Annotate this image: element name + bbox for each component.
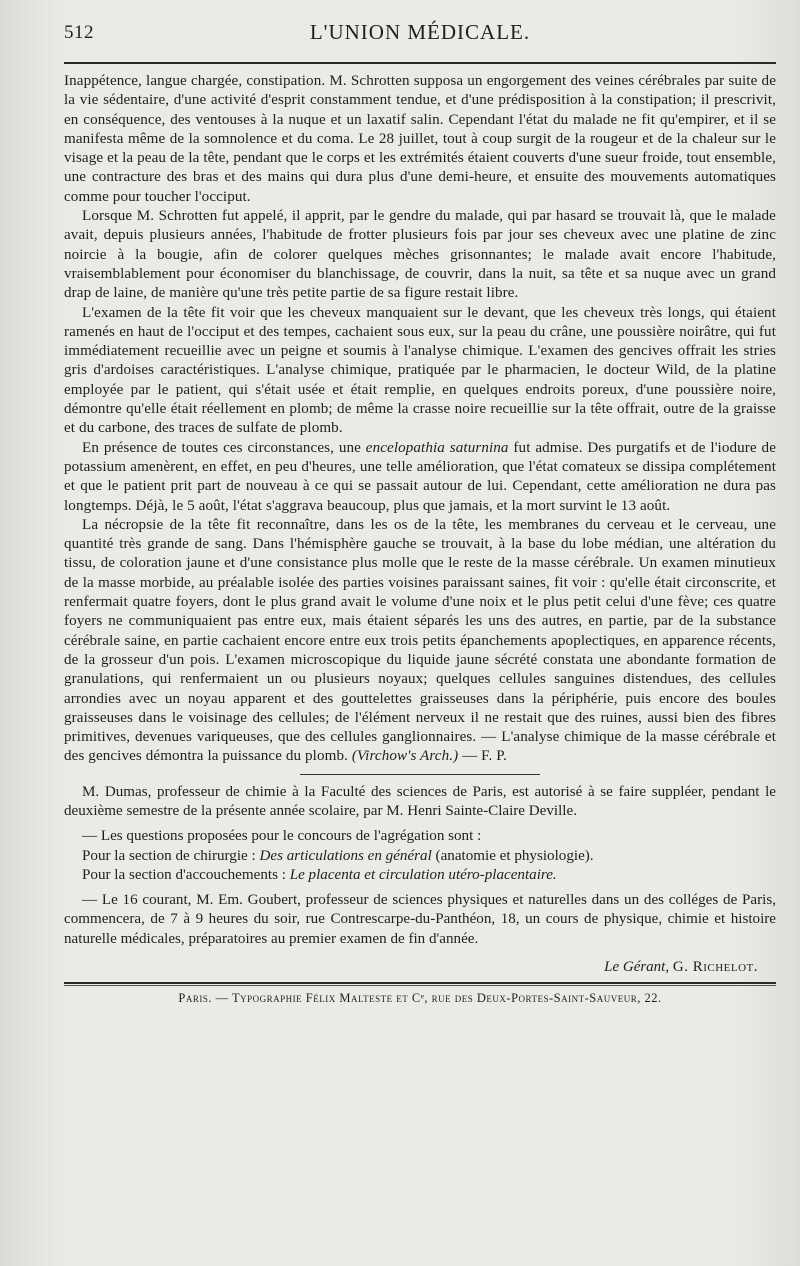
p4-italic-term: encelopathia saturnina [365,439,509,456]
signature-label: Le Gérant, [604,959,670,976]
footer-rule [64,982,776,984]
obstetrics-topic: Le placenta et circulation utéro-placentaire. [289,866,557,883]
obstetrics-label: Pour la section d'accouchements : [82,866,286,883]
signature-name: G. Richelot. [672,959,758,976]
article-paragraph-5 [64,516,776,767]
p5-text: La nécropsie de la tête fit reconnaître, dans les os de la tête, les membranes du cerveau et le cerveau, une quantité très grande de sang. Dans l'hémisphère gauche se trouvait, à la base du lobe médian, une altération du tissu, de coloration jaune et d'une consistance plus molle que le reste de la masse cérébrale. Un examen minutieux de la masse morbide, au préalable isolée des parties voisines paraissant saines, fit voir : qu'elle était circonscrite, et renfermait quatre foyers, dont le plus grand avait le volume d'une noix et le plus petit celui d'une fève; ces quatre foyers ne communiquaient pas entre eux, mais étaient séparés les uns des autres, en partie, par de la substance cérébrale saine, en partie cachaient encore entre eux trois petits épanchements apoplectiques, en apparence récents, de la grosseur d'un pois. L'examen microscopique du liquide jaune sécrété constata une abondante formation de granulations, qui renfermaient un ou plusieurs noyaux; quelques cellules sanguines distendues, des cellules arrondies avec un noyau apparent et des gouttelettes graisseuses dans la périphérie, puis encore des boules graisseuses dans le voisinage des cellules; de l'élément nerveux il ne restait que des ruines, aussi bien des fibres primitives, devenues variqueuses, que des cellules ganglionnaires. — L'analyse chimique de la masse cérébrale et des gencives démontra la puissance du plomb. [64,516,776,765]
printer-imprint: Paris. — Typographie Félix Malteste et Cᵉ, rue des Deux-Portes-Saint-Sauveur, 22. [178,991,662,1006]
surgery-label: Pour la section de chirurgie : [82,847,256,864]
p4-after: fut admise. Des purgatifs et de l'iodure de potassium amenèrent, en effet, en peu d'heures, une telle amélioration, que l'état comateux se dissipa complétement et que le patient prit part de nouveau à ce qui se passait autour de lui. Cependant, cette amélioration ne dura pas longtemps. Déjà, le 5 août, l'état s'aggrava beaucoup, plus que jamais, et la mort survint le 13 août. [64,439,776,514]
footer-rule-thin [64,985,776,986]
running-title: L'UNION MÉDICALE. [309,20,531,44]
page-number: 512 [64,22,94,43]
article-paragraph-2: Lorsque M. Schrotten fut appelé, il apprit, par le gendre du malade, qui par hasard se trouvait là, que le malade avait, depuis plusieurs années, l'habitude de frotter plusieurs fois par jour ses cheveux avec une platine de zinc noircie à la bougie, afin de colorer quelques mèches grisonnantes; le malade avait encore l'habitude, vraisemblablement pour économiser du blanchissage, de couvrir, dans la nuit, sa tête et sa nuque avec un grand drap de laine, de manière qu'une très petite partie de sa figure restait libre. [64,208,776,302]
p5-citation: (Virchow's Arch.) [351,748,459,765]
article-paragraph-4 [64,439,776,516]
article-body [64,72,776,767]
news-item-2-intro: — Les questions proposées pour le concours de l'agrégation sont : [82,828,482,845]
section-divider [300,774,540,775]
news-item-3: — Le 16 courant, M. Em. Goubert, professeur de sciences physiques et naturelles dans un des colléges de Paris, commencera, de 7 à 9 heures du soir, rue Contrescarpe-du-Panthéon, 18, un cours de physique, chimie et histoire naturelle médicales, préparatoires au premier examen de fin d'année. [64,892,776,947]
news-section [64,783,776,949]
news-item-2-line-2 [64,866,776,885]
header-rule [64,62,776,64]
page-header [64,14,776,46]
news-item-1: M. Dumas, professeur de chimie à la Faculté des sciences de Paris, est autorisé à se faire suppléer, pendant le deuxième semestre de la présente année scolaire, par M. Henri Sainte-Claire Deville. [64,783,776,819]
surgery-topic-note: (anatomie et physiologie). [435,847,594,864]
p4-before: En présence de toutes ces circonstances, une [82,439,361,456]
article-paragraph-3: L'examen de la tête fit voir que les cheveux manquaient sur le devant, que les cheveux très longs, qui étaient ramenés en haut de l'occiput et des tempes, cachaient sous eux, sur la peau du crâne, une poussière noirâtre, qui fut immédiatement recueillie avec un peigne et soumis à l'analyse chimique. L'examen des gencives offrait les stries gris d'ardoises caractéristiques. L'analyse chimique, pratiquée par le pharmacien, le docteur Wild, de la platine employée par le patient, qui s'était usée et était remplie, en quelques endroits poreux, d'une poussière noire, démontre qu'elle était réellement en plomb; de même la crasse noire recueillie sur la tête offrait, outre de la graisse et du carbone, des traces de sulfate de plomb. [64,304,776,437]
p5-signature: — F. P. [462,748,507,765]
manager-signature [64,959,776,976]
article-paragraph-1: Inappétence, langue chargée, constipation. M. Schrotten supposa un engorgement des veines cérébrales par suite de la vie sédentaire, d'une activité d'esprit constamment tendue, et d'une prédisposition à la constipation; il prescrivit, en conséquence, des ventouses à la nuque et un laxatif salin. Cependant l'état du malade ne fit qu'empirer, et il se manifesta même de la somnolence et du coma. Le 28 juillet, tout à coup surgit de la rougeur et de la chaleur sur le visage et la peau de la tête, pendant que le corps et les extrémités étaient couverts d'une sueur froide, tout ensemble, une contracture des bras et des mains qui dura plus d'une demi-heure, et ensuite des mouvements automatiques comme pour toucher l'occiput. [64,73,776,205]
surgery-topic: Des articulations en général [259,847,432,864]
news-item-2-line-1 [64,847,776,866]
